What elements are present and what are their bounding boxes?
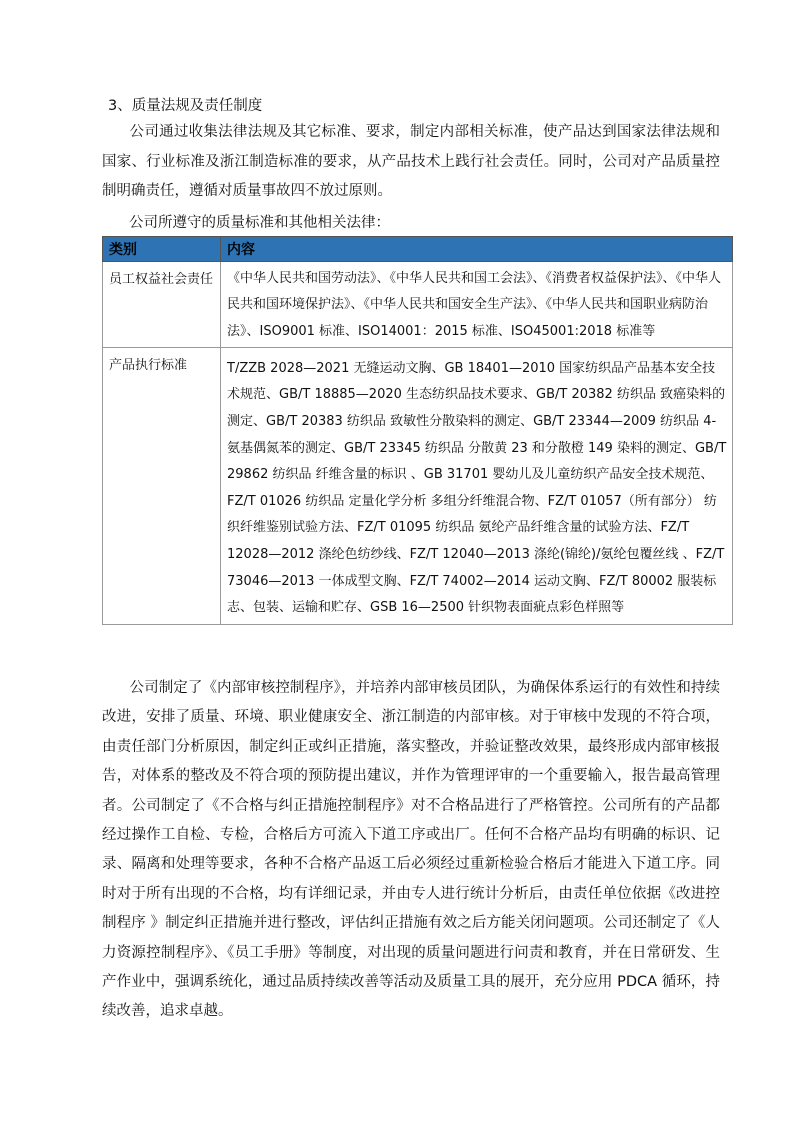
row-category: 员工权益社会责任 — [103, 262, 221, 348]
row-content: T/ZZB 2028—2021 无缝运动文胸、GB 18401—2010 国家纺织品产品基本安全技术规范、GB/T 18885—2020 生态纺织品技术要求、GB/T 20382 纺织品 致癌染料的测定、GB/T 20383 纺织品 致敏性分散染料的测定、GB/T 23344—2009 纺织品 4-氨基偶氮苯的测定、GB/T 23345 纺织品 分散黄 23 和分散橙 149 染料的测定、GB/T 29862 纺织品 纤维含量的标识 、GB 31701 婴幼儿及儿童纺织产品安全技术规范、FZ/T 01026 纺织品 定量化学分析 多组分纤维混合物、FZ/T 01057（所有部分） 纺织纤维鉴别试验方法、FZ/T 01095 纺织品 氨纶产品纤维含量的试验方法、FZ/T 12028—2012 涤纶色纺纱线、FZ/T 12040—2013 涤纶(锦纶)/氨纶包覆丝线 、FZ/T 73046—2013 一体成型文胸、FZ/T 74002—2014 运动文胸、FZ/T 80002 服装标志、包装、运输和贮存、GSB 16—2500 针织物表面疵点彩色样照等 — [221, 347, 733, 624]
paragraph-internal-audit: 公司制定了《内部审核控制程序》，并培养内部审核员团队，为确保体系运行的有效性和持续改进，安排了质量、环境、职业健康安全、浙江制造的内部审核。对于审核中发现的不符合项，由责任部门分析原因，制定纠正或纠正措施，落实整改，并验证整改效果，最终形成内部审核报告，对体系的整改及不符合项的预防提出建议，并作为管理评审的一个重要输入，报告最高管理者。公司制定了《不合格与纠正措施控制程序》对不合格品进行了严格管控。公司所有的产品都经过操作工自检、专检，合格后方可流入下道工序或出厂。任何不合格产品均有明确的标识、记录、隔离和处理等要求，各种不合格产品返工后必须经过重新检验合格后才能进入下道工序。同时对于所有出现的不合格，均有详细记录，并由专人进行统计分析后，由责任单位依据《改进控制程序 》制定纠正措施并进行整改，评估纠正措施有效之后方能关闭问题项。公司还制定了《人力资源控制程序》、《员工手册》等制度，对出现的质量问题进行问责和教育，并在日常研发、生产作业中，强调系统化，通过品质持续改善等活动及质量工具的展开，充分应用 PDCA 循环，持续改善，追求卓越。 — [102, 680, 720, 1020]
table-header-row — [103, 237, 733, 262]
paragraph-quality-regulations: 公司通过收集法律法规及其它标准、要求，制定内部相关标准，使产品达到国家法律法规和国家、行业标准及浙江制造标准的要求，从产品技术上践行社会责任。同时，公司对产品质量控制明确责任，遵循对质量事故四不放过原则。 — [102, 124, 720, 199]
header-content: 内容 — [221, 237, 733, 262]
standards-table — [102, 236, 733, 625]
header-category: 类别 — [103, 237, 221, 262]
table-row — [103, 262, 733, 348]
section-heading: 3、质量法规及责任制度 — [108, 98, 263, 114]
row-content: 《中华人民共和国劳动法》、《中华人民共和国工会法》、《消费者权益保护法》、《中华人民共和国环境保护法》、《中华人民共和国安全生产法》、《中华人民共和国职业病防治法》、ISO9001 标准、ISO14001：2015 标准、ISO45001:2018 标准等 — [221, 262, 733, 348]
table-intro: 公司所遵守的质量标准和其他相关法律： — [129, 215, 390, 231]
table-row — [103, 347, 733, 624]
row-category: 产品执行标准 — [103, 347, 221, 624]
